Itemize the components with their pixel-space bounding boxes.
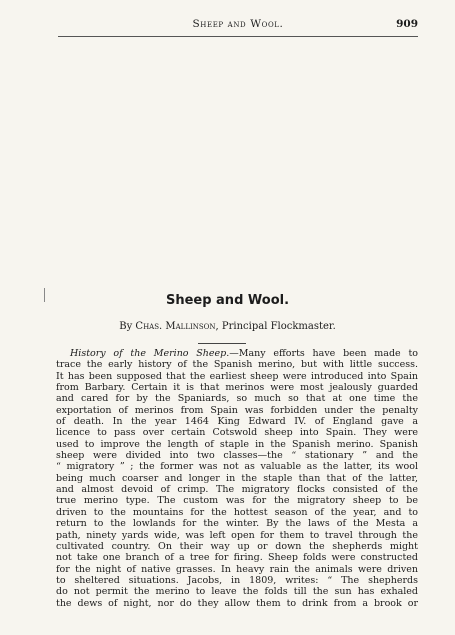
body-line: return to the lowlands for the winter. By the laws of the Mesta a [56, 518, 418, 530]
body-line: trace the early history of the Spanish merino, but with little success. [56, 359, 418, 371]
body-line: cultivated country. On their way up or down the shepherds might [56, 540, 418, 552]
body-line-text: —Many efforts have been made to [229, 348, 418, 359]
body-line: do not permit the merino to leave the folds till the sun has exhaled [56, 586, 418, 598]
body-line: used to improve the length of staple in the Spanish merino. Spanish [56, 438, 418, 450]
body-line: driven to the mountains for the hottest season of the year, and to [56, 506, 418, 518]
byline-prefix: By [119, 321, 136, 332]
page-number: 909 [396, 18, 418, 30]
body-line: path, ninety yards wide, was left open for them to travel through the [56, 529, 418, 541]
body-line: true merino type. The custom was for the migratory sheep to be [56, 495, 418, 507]
body-line: the dews of night, nor do they allow them to drink from a brook or [56, 597, 418, 609]
body-line: for the night of native grasses. In heavy rain the animals were driven [56, 563, 418, 575]
byline-author: Chas. Mallinson [135, 321, 216, 332]
body-line: licence to pass over certain Cotswold sheep into Spain. They were [56, 427, 418, 439]
body-line: and cared for by the Spaniards, so much so that at one time the [56, 393, 418, 405]
body-line: exportation of merinos from Spain was forbidden under the penalty [56, 404, 418, 416]
header-rule [58, 36, 418, 37]
body-line: and almost devoid of crimp. The migratory flocks consisted of the [56, 484, 418, 496]
running-title: Sheep and Wool. [192, 18, 284, 30]
body-line: being much coarser and longer in the staple than that of the latter, [56, 472, 418, 484]
body-line: from Barbary. Certain it is that merinos were most jealously guarded [56, 382, 418, 394]
section-heading: History of the Merino Sheep. [70, 348, 230, 359]
byline [0, 321, 455, 332]
article-title: Sheep and Wool. [165, 293, 290, 308]
body-line: not take one branch of a tree for firing. Sheep folds were constructed [56, 552, 418, 564]
body-line [56, 348, 418, 359]
byline-suffix: , Principal Flockmaster. [215, 321, 336, 332]
running-head [58, 18, 418, 32]
section-rule [198, 343, 246, 344]
body-line: It has been supposed that the earliest sheep were introduced into Spain [56, 370, 418, 382]
body-line: “ migratory ” ; the former was not as valuable as the latter, its wool [56, 461, 418, 473]
body-line: of death. In the year 1464 King Edward IV. of England gave a [56, 416, 418, 428]
article-body [56, 348, 418, 609]
body-line: sheep were divided into two classes—the “ stationary ” and the [56, 450, 418, 462]
body-line: to sheltered situations. Jacobs, in 1809, writes: “ The shepherds [56, 574, 418, 586]
